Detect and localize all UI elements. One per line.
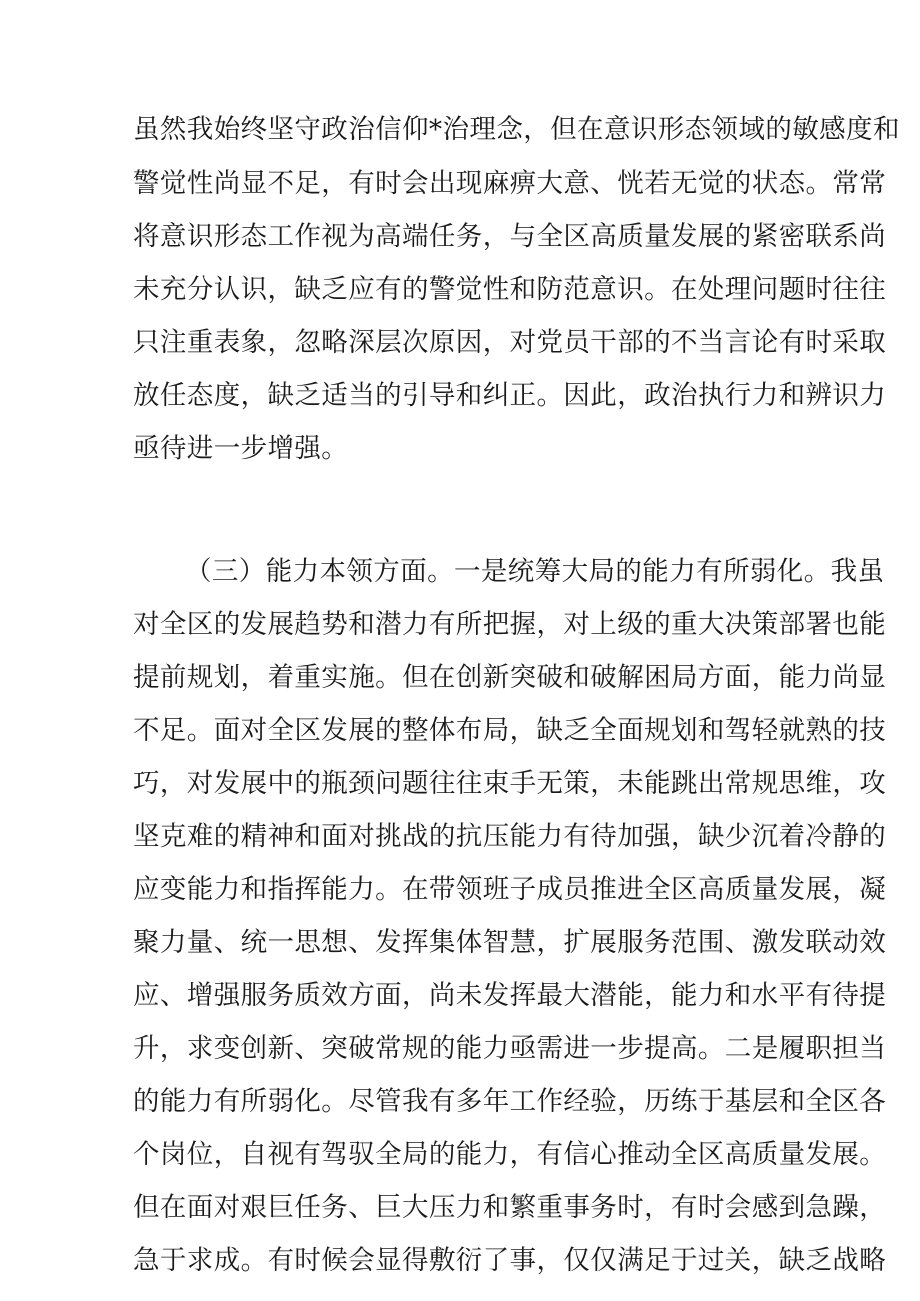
paragraph-line: 虽然我始终坚守政治信仰*治理念，但在意识形态领域的敏感度和	[133, 114, 900, 145]
paragraph-line: 急于求成。有时候会显得敷衍了事，仅仅满足于过关，缺乏战略	[133, 1245, 887, 1276]
paragraph-line: 未充分认识，缺乏应有的警觉性和防范意识。在处理问题时往往	[133, 274, 887, 305]
paragraph-line: 对全区的发展趋势和潜力有所把握，对上级的重大决策部署也能	[133, 609, 887, 640]
paragraph-line: 应、增强服务质效方面，尚未发挥最大潜能，能力和水平有待提	[133, 980, 887, 1011]
paragraph-line: 坚克难的精神和面对挑战的抗压能力有待加强，缺少沉着冷静的	[133, 821, 887, 852]
paragraph-line: 的能力有所弱化。尽管我有多年工作经验，历练于基层和全区各	[133, 1086, 887, 1117]
paragraph-line: 亟待进一步增强。	[133, 433, 349, 464]
paragraph-line: 放任态度，缺乏适当的引导和纠正。因此，政治执行力和辨识力	[133, 380, 887, 411]
paragraph-line: 升，求变创新、突破常规的能力亟需进一步提高。二是履职担当	[133, 1033, 887, 1064]
paragraph-line: （三）能力本领方面。一是统筹大局的能力有所弱化。我虽	[185, 556, 885, 587]
paragraph-line: 不足。面对全区发展的整体布局，缺乏全面规划和驾轻就熟的技	[133, 715, 887, 746]
paragraph-line: 个岗位，自视有驾驭全局的能力，有信心推动全区高质量发展。	[133, 1139, 887, 1170]
paragraph-line: 提前规划，着重实施。但在创新突破和破解困局方面，能力尚显	[133, 662, 887, 693]
paragraph-line: 只注重表象，忽略深层次原因，对党员干部的不当言论有时采取	[133, 327, 887, 358]
paragraph-line: 巧，对发展中的瓶颈问题往往束手无策，未能跳出常规思维，攻	[133, 768, 887, 799]
paragraph-line: 但在面对艰巨任务、巨大压力和繁重事务时，有时会感到急躁，	[133, 1192, 887, 1223]
paragraph-line: 警觉性尚显不足，有时会出现麻痹大意、恍若无觉的状态。常常	[133, 168, 887, 199]
paragraph-line: 应变能力和指挥能力。在带领班子成员推进全区高质量发展，凝	[133, 874, 887, 905]
paragraph-line: 将意识形态工作视为高端任务，与全区高质量发展的紧密联系尚	[133, 221, 887, 252]
paragraph-line: 聚力量、统一思想、发挥集体智慧，扩展服务范围、激发联动效	[133, 927, 887, 958]
